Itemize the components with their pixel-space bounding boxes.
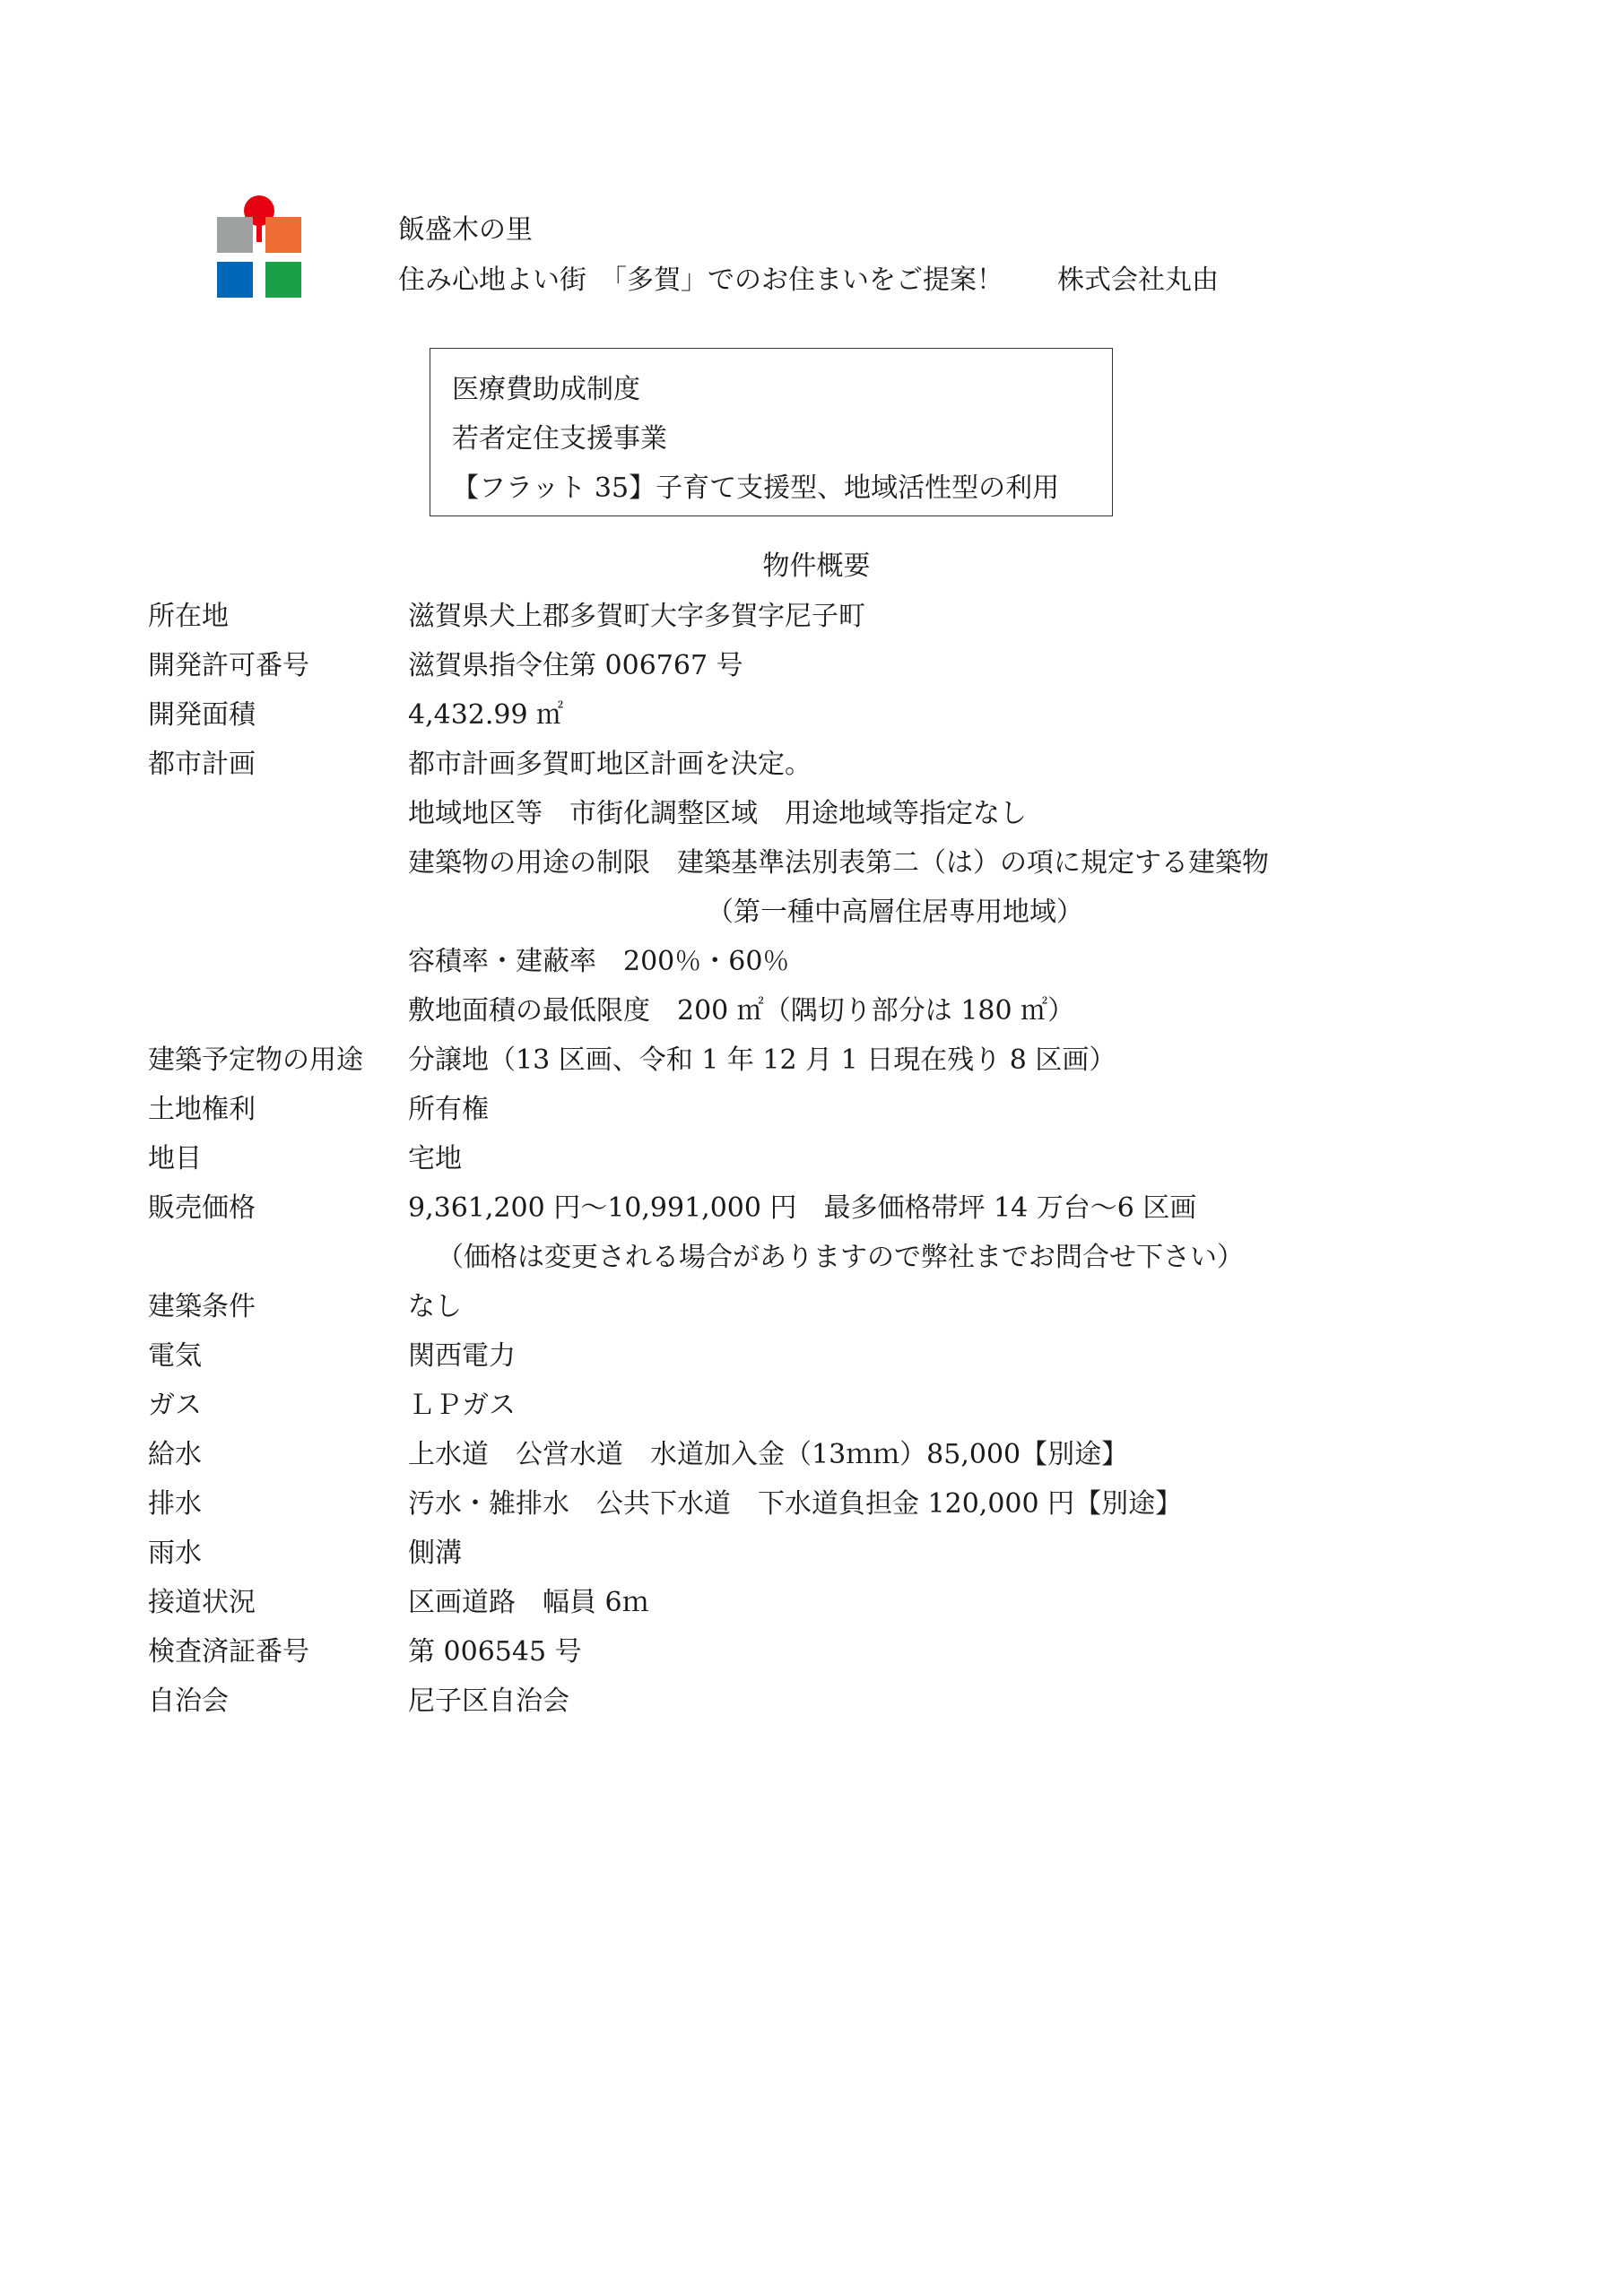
- row-value: 尼子区自治会: [408, 1685, 569, 1717]
- table-row: [148, 592, 1493, 641]
- table-row: [148, 986, 1493, 1035]
- row-value: 汚水・雑排水 公共下水道 下水道負担金 120,000 円【別途】: [408, 1488, 1183, 1520]
- table-row: [148, 1381, 1493, 1430]
- row-value: ＬＰガス: [408, 1390, 516, 1421]
- row-value: 側溝: [408, 1538, 462, 1569]
- table-row: [148, 1331, 1493, 1381]
- row-value: 第 006545 号: [408, 1636, 582, 1668]
- row-value: （第一種中高層住居専用地域）: [707, 897, 1083, 928]
- row-value: 分譲地（13 区画、令和 1 年 12 月 1 日現在残り 8 区画）: [408, 1044, 1116, 1076]
- table-row: [148, 1183, 1493, 1233]
- row-label: 建築予定物の用途: [148, 1044, 363, 1076]
- table-row: [148, 740, 1493, 789]
- table-row: [148, 1035, 1493, 1085]
- overview-title-text: 物件概要: [762, 550, 871, 582]
- row-label: 建築条件: [148, 1291, 256, 1322]
- row-value: 滋賀県指令住第 006767 号: [408, 650, 743, 681]
- logo-square-gray: [217, 217, 253, 253]
- row-value: 建築物の用途の制限 建築基準法別表第二（は）の項に規定する建築物: [408, 847, 1269, 879]
- table-row: [148, 838, 1493, 888]
- row-label: 電気: [148, 1340, 202, 1372]
- logo-square-blue: [217, 262, 253, 298]
- row-value: 4,432.99 ㎡: [408, 699, 564, 731]
- row-label: 開発面積: [148, 699, 256, 731]
- table-row: [148, 1085, 1493, 1134]
- row-value: 容積率・建蔽率 200％・60％: [408, 946, 790, 977]
- row-value: 敷地面積の最低限度 200 ㎡（隅切り部分は 180 ㎡）: [408, 995, 1075, 1027]
- row-label: 土地権利: [148, 1094, 256, 1125]
- support-program-line: 若者定住支援事業: [452, 423, 667, 455]
- company-logo-icon: [217, 195, 303, 301]
- table-row: [148, 1134, 1493, 1183]
- table-row: [148, 1578, 1493, 1627]
- table-row: [148, 1233, 1493, 1282]
- row-label: 検査済証番号: [148, 1636, 309, 1668]
- table-row: [148, 1430, 1493, 1479]
- logo-square-orange: [265, 217, 301, 253]
- row-label: 所在地: [148, 601, 229, 632]
- logo-square-green: [265, 262, 301, 298]
- logo-stem: [256, 222, 262, 242]
- overview-title: [0, 549, 1624, 585]
- table-row: [148, 1677, 1493, 1726]
- table-row: [148, 937, 1493, 986]
- row-label: ガス: [148, 1390, 202, 1421]
- row-label: 開発許可番号: [148, 650, 309, 681]
- row-label: 地目: [148, 1143, 202, 1174]
- row-label: 雨水: [148, 1538, 202, 1569]
- row-value: 関西電力: [408, 1340, 516, 1372]
- table-row: [148, 1529, 1493, 1578]
- row-label: 給水: [148, 1439, 202, 1470]
- property-overview-table: [148, 592, 1493, 1726]
- table-row: [148, 1627, 1493, 1677]
- row-value: 区画道路 幅員 6ｍ: [408, 1587, 649, 1618]
- row-label: 都市計画: [148, 749, 256, 780]
- row-label: 接道状況: [148, 1587, 256, 1618]
- table-row: [148, 1282, 1493, 1331]
- table-row: [148, 888, 1493, 937]
- table-row: [148, 1479, 1493, 1529]
- row-value: 地域地区等 市街化調整区域 用途地域等指定なし: [408, 798, 1027, 829]
- table-row: [148, 641, 1493, 690]
- support-program-line: 医療費助成制度: [452, 374, 640, 405]
- support-programs-box: [430, 348, 1113, 516]
- table-row: [148, 690, 1493, 740]
- row-value: 都市計画多賀町地区計画を決定。: [408, 749, 812, 780]
- row-value: 9,361,200 円～10,991,000 円 最多価格帯坪 14 万台～6 区画: [408, 1192, 1197, 1224]
- header-tagline: 住み心地よい街 「多賀」でのお住まいをご提案！ 株式会社丸由: [398, 264, 1219, 296]
- support-program-line: 【フラット 35】子育て支援型、地域活性型の利用: [452, 472, 1060, 504]
- row-label: 販売価格: [148, 1192, 256, 1224]
- row-value: 上水道 公営水道 水道加入金（13ｍｍ）85,000【別途】: [408, 1439, 1129, 1470]
- estate-name: 飯盛木の里: [398, 214, 533, 246]
- row-value: 所有権: [408, 1094, 489, 1125]
- row-value: 宅地: [408, 1143, 462, 1174]
- row-value: なし: [408, 1291, 462, 1322]
- table-row: [148, 789, 1493, 838]
- row-label: 自治会: [148, 1685, 229, 1717]
- row-label: 排水: [148, 1488, 202, 1520]
- row-value: （価格は変更される場合がありますので弊社までお問合せ下さい）: [437, 1242, 1244, 1273]
- row-value: 滋賀県犬上郡多賀町大字多賀字尼子町: [408, 601, 865, 632]
